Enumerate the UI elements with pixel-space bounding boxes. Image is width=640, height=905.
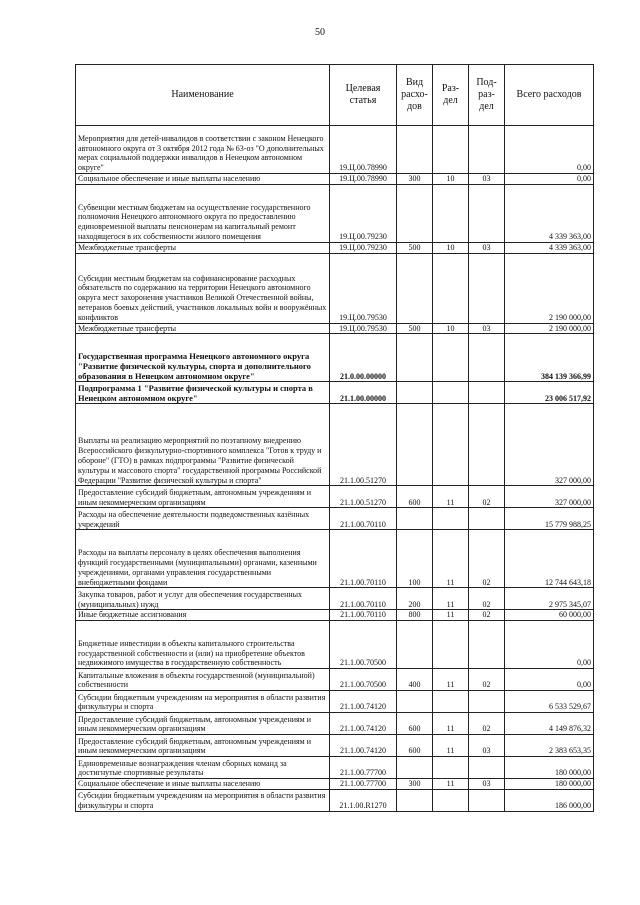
row-podrazdel: 03	[469, 174, 505, 185]
row-podrazdel	[469, 621, 505, 669]
row-podrazdel: 03	[469, 735, 505, 757]
row-name: Субсидии местным бюджетам на софинансирование расходных обязательств по содержанию на территории Ненецкого автономного округа мест захоронения участников Великой Отечественной войны, ветеранов боевых действий, участников локальных войн и вооружённых конфликтов	[76, 253, 330, 323]
row-total: 327 000,00	[505, 486, 594, 508]
header-vid: Вид расхо- дов	[397, 65, 433, 126]
row-total: 180 000,00	[505, 779, 594, 790]
row-razdel: 11	[433, 779, 469, 790]
row-name: Субвенции местным бюджетам на осуществление государственного полномочия Ненецкого автономного округа по предоставлению единовременной выплаты пенсионерам на капитальный ремонт находящегося в их собственности жилого помещения	[76, 184, 330, 242]
row-name: Расходы на обеспечение деятельности подведомственных казённых учреждений	[76, 508, 330, 530]
row-total: 186 000,00	[505, 789, 594, 811]
row-vid	[397, 404, 433, 486]
row-razdel: 11	[433, 486, 469, 508]
row-total: 0,00	[505, 669, 594, 691]
row-code: 19.Ц.00.79230	[330, 184, 397, 242]
table-body	[76, 126, 594, 812]
row-vid	[397, 789, 433, 811]
table-row	[76, 508, 594, 530]
budget-table	[75, 64, 594, 812]
row-code: 19.Ц.00.78990	[330, 174, 397, 185]
table-row	[76, 323, 594, 334]
row-razdel: 11	[433, 735, 469, 757]
row-name: Социальное обеспечение и иные выплаты населению	[76, 174, 330, 185]
page-number: 50	[315, 27, 325, 38]
row-name: Подпрограмма 1 "Развитие физической культуры и спорта в Ненецком автономном округе"	[76, 382, 330, 404]
row-total: 4 339 363,00	[505, 242, 594, 253]
row-code: 21.1.00.70110	[330, 588, 397, 610]
row-code: 21.1.00.51270	[330, 404, 397, 486]
row-total: 2 975 345,07	[505, 588, 594, 610]
table-header-row	[76, 65, 594, 126]
table-row	[76, 253, 594, 323]
row-vid	[397, 126, 433, 174]
row-code: 21.0.00.00000	[330, 334, 397, 382]
row-razdel	[433, 184, 469, 242]
row-podrazdel	[469, 126, 505, 174]
row-razdel: 10	[433, 323, 469, 334]
table-row	[76, 382, 594, 404]
table-row	[76, 621, 594, 669]
table-row	[76, 334, 594, 382]
row-code: 21.1.00.74120	[330, 691, 397, 713]
row-razdel: 10	[433, 174, 469, 185]
row-vid	[397, 382, 433, 404]
row-podrazdel: 03	[469, 323, 505, 334]
row-podrazdel: 02	[469, 588, 505, 610]
row-name: Субсидии бюджетным учреждениям на мероприятия в области развития физкультуры и спорта	[76, 789, 330, 811]
row-total: 2 383 653,35	[505, 735, 594, 757]
row-total: 180 000,00	[505, 757, 594, 779]
row-name: Бюджетные инвестиции в объекты капитального строительства государственной собственности и (или) на приобретение объектов недвижимого имущества в государственную собственность	[76, 621, 330, 669]
table-row	[76, 530, 594, 588]
table-row	[76, 757, 594, 779]
row-name: Субсидии бюджетным учреждениям на мероприятия в области развития физкультуры и спорта	[76, 691, 330, 713]
row-name: Социальное обеспечение и иные выплаты населению	[76, 779, 330, 790]
row-podrazdel	[469, 757, 505, 779]
row-podrazdel	[469, 253, 505, 323]
row-code: 21.1.00.74120	[330, 713, 397, 735]
row-vid	[397, 691, 433, 713]
table-row	[76, 174, 594, 185]
table-row	[76, 486, 594, 508]
row-podrazdel	[469, 789, 505, 811]
row-total: 327 000,00	[505, 404, 594, 486]
row-razdel: 11	[433, 530, 469, 588]
header-total: Всего расходов	[505, 65, 594, 126]
row-podrazdel: 02	[469, 530, 505, 588]
row-vid: 500	[397, 242, 433, 253]
header-razdel: Раз- дел	[433, 65, 469, 126]
table-row	[76, 713, 594, 735]
row-podrazdel	[469, 508, 505, 530]
row-razdel	[433, 126, 469, 174]
row-total: 2 190 000,00	[505, 253, 594, 323]
row-podrazdel: 03	[469, 242, 505, 253]
row-code: 21.1.00.77700	[330, 757, 397, 779]
row-razdel: 11	[433, 669, 469, 691]
row-vid	[397, 621, 433, 669]
row-razdel	[433, 789, 469, 811]
row-name: Предоставление субсидий бюджетным, автономным учреждениям и иным некоммерческим организациям	[76, 713, 330, 735]
row-razdel: 11	[433, 610, 469, 621]
row-vid	[397, 184, 433, 242]
table-row	[76, 242, 594, 253]
row-total: 2 190 000,00	[505, 323, 594, 334]
table-row	[76, 588, 594, 610]
row-total: 23 006 517,92	[505, 382, 594, 404]
row-vid: 600	[397, 713, 433, 735]
row-vid: 400	[397, 669, 433, 691]
row-name: Межбюджетные трансферты	[76, 242, 330, 253]
row-name: Предоставление субсидий бюджетным, автономным учреждениям и иным некоммерческим организациям	[76, 735, 330, 757]
row-razdel	[433, 508, 469, 530]
row-name: Иные бюджетные ассигнования	[76, 610, 330, 621]
row-total: 60 000,00	[505, 610, 594, 621]
row-total: 384 139 366,99	[505, 334, 594, 382]
row-name: Предоставление субсидий бюджетным, автономным учреждениям и иным некоммерческим организациям	[76, 486, 330, 508]
row-code: 21.1.00.70110	[330, 530, 397, 588]
row-total: 15 779 988,25	[505, 508, 594, 530]
row-razdel	[433, 382, 469, 404]
row-total: 0,00	[505, 621, 594, 669]
row-code: 19.Ц.00.79530	[330, 253, 397, 323]
row-vid: 800	[397, 610, 433, 621]
row-code: 21.1.00.70500	[330, 621, 397, 669]
table-row	[76, 779, 594, 790]
row-code: 21.1.00.00000	[330, 382, 397, 404]
row-razdel	[433, 691, 469, 713]
row-name: Выплаты на реализацию мероприятий по поэтапному внедрению Всероссийского физкультурно-спортивного комплекса "Готов к труду и обороне" (ГТО) в рамках подпрограммы "Развитие физической культуры и массового спорта" государственной программы Российской Федерации "Развитие физической культуры и спорта"	[76, 404, 330, 486]
row-vid: 200	[397, 588, 433, 610]
row-podrazdel	[469, 334, 505, 382]
row-code: 19.Ц.00.78990	[330, 126, 397, 174]
row-code: 21.1.00.74120	[330, 735, 397, 757]
row-code: 21.1.00.51270	[330, 486, 397, 508]
row-name: Межбюджетные трансферты	[76, 323, 330, 334]
row-razdel	[433, 757, 469, 779]
row-podrazdel: 02	[469, 669, 505, 691]
row-name: Мероприятия для детей-инвалидов в соответствии с законом Ненецкого автономного округа от 3 октября 2012 года № 63-оз "О дополнительных мерах социальной поддержки инвалидов в Ненецком автономном округе"	[76, 126, 330, 174]
row-total: 4 149 876,32	[505, 713, 594, 735]
table-row	[76, 669, 594, 691]
row-name: Государственная программа Ненецкого автономного округа "Развитие физической культуры, спорта и дополнительного образования в Ненецком автономном округе"	[76, 334, 330, 382]
row-podrazdel	[469, 184, 505, 242]
header-code: Целевая статья	[330, 65, 397, 126]
row-podrazdel: 02	[469, 713, 505, 735]
row-code: 19.Ц.00.79230	[330, 242, 397, 253]
row-vid: 600	[397, 735, 433, 757]
row-vid	[397, 334, 433, 382]
row-podrazdel: 03	[469, 779, 505, 790]
row-name: Расходы на выплаты персоналу в целях обеспечения выполнения функций государственными (муниципальными) органами, казенными учреждениями, органами управления государственными внебюджетными фондами	[76, 530, 330, 588]
header-podrazdel: Под- раз- дел	[469, 65, 505, 126]
row-razdel	[433, 253, 469, 323]
row-razdel	[433, 334, 469, 382]
row-code: 21.1.00.70110	[330, 610, 397, 621]
row-code: 19.Ц.00.79530	[330, 323, 397, 334]
row-code: 21.1.00.70500	[330, 669, 397, 691]
table-row	[76, 735, 594, 757]
row-total: 0,00	[505, 174, 594, 185]
row-code: 21.1.00.77700	[330, 779, 397, 790]
table-row	[76, 789, 594, 811]
row-razdel	[433, 621, 469, 669]
row-total: 6 533 529,67	[505, 691, 594, 713]
row-code: 21.1.00.R1270	[330, 789, 397, 811]
row-name: Закупка товаров, работ и услуг для обеспечения государственных (муниципальных) нужд	[76, 588, 330, 610]
row-podrazdel: 02	[469, 486, 505, 508]
row-vid: 300	[397, 174, 433, 185]
row-name: Капитальные вложения в объекты государственной (муниципальной) собственности	[76, 669, 330, 691]
row-podrazdel	[469, 382, 505, 404]
row-code: 21.1.00.70110	[330, 508, 397, 530]
row-vid: 600	[397, 486, 433, 508]
row-razdel: 11	[433, 588, 469, 610]
table-row	[76, 404, 594, 486]
row-name: Единовременные вознаграждения членам сборных команд за достигнутые спортивные результаты	[76, 757, 330, 779]
table-row	[76, 691, 594, 713]
row-podrazdel: 02	[469, 610, 505, 621]
row-total: 12 744 643,18	[505, 530, 594, 588]
table-row	[76, 610, 594, 621]
table-row	[76, 184, 594, 242]
row-razdel: 10	[433, 242, 469, 253]
row-podrazdel	[469, 404, 505, 486]
row-vid	[397, 253, 433, 323]
row-total: 0,00	[505, 126, 594, 174]
row-vid	[397, 508, 433, 530]
header-name: Наименование	[76, 65, 330, 126]
row-podrazdel	[469, 691, 505, 713]
row-razdel: 11	[433, 713, 469, 735]
row-vid: 300	[397, 779, 433, 790]
row-vid: 100	[397, 530, 433, 588]
row-total: 4 339 363,00	[505, 184, 594, 242]
row-vid: 500	[397, 323, 433, 334]
row-razdel	[433, 404, 469, 486]
row-vid	[397, 757, 433, 779]
table-row	[76, 126, 594, 174]
